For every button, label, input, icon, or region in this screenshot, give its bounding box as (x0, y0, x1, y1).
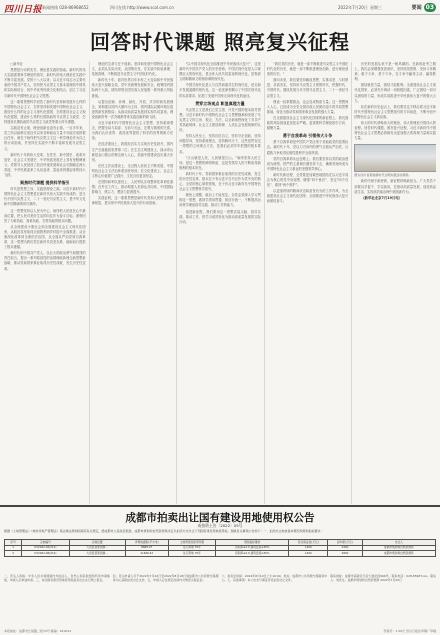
news-photo (354, 144, 436, 172)
newspaper-logo: 四川日报 (4, 5, 43, 15)
paragraph: 以更加昂扬的精神状态和奋发有为的工作作风，为全面建设社会主义现代化国家、全面推进中华民族伟大复兴而团结奋斗。 (266, 189, 349, 204)
paragraph: 新时代赋予新使命，新征程呼唤新担当。广大党员干部要以学促干、学以致用，在推动高质量发展、创造高品质生活、实现高效能治理中展现新作为。 (354, 179, 436, 194)
paragraph: “我们党的历史，就是一部不断推进马克思主义中国化时代化的历史，就是一部不断推进理论创新、进行理论创造的历史。” (266, 62, 349, 77)
issue-date: 2022年7月20日 (338, 5, 368, 10)
paragraph: 理论上清醒，政治上才能坚定。全党必须深入学习贯彻这一思想，做到学思用贯通、知信行统一，不断提高运用科学理论指导实践、推动工作的能力。 (179, 193, 261, 208)
ad-title: 成都市拍卖出让国有建设用地使用权公告 (125, 512, 315, 524)
table-header: 宗地位置 (69, 540, 125, 546)
byline: （新华社北京7月19日电） (361, 195, 403, 200)
issue-weekday: 星期三 (370, 5, 382, 10)
section-divider (0, 505, 440, 507)
table-header: 净用地面积(平方米) (125, 540, 168, 546)
subheading: 贯穿立场观点 彰显真理力量 (195, 100, 245, 106)
article-headline: 回答时代课题 照亮复兴征程 (90, 30, 350, 54)
phone-line: 新闻热线 028-86968652 (42, 5, 89, 10)
paragraph: 在经济建设上，我国经济实力实现历史性跃升，国内生产总值稳居世界第二位；在生态文明建设上，绿水青山就是金山银山的理念深入人心，美丽中国建设迈出重大步伐。 (91, 142, 174, 162)
paragraph: □新华社 (10, 62, 23, 66)
paragraph: 理论一经掌握群众，也会变成物质力量。这一思想深入人心，已经成为全党全国各族人民团结奋斗的共同思想基础，转化为推动党和国家事业发展的强大力量。 (266, 99, 349, 114)
article-column (89, 62, 174, 504)
table-row (5, 551, 436, 557)
table-cell: 1400 (289, 551, 328, 557)
ad-note: 二、竞买人资格：中华人民共和国境内外的法人、自然人和其他组织均可申请参加，申请人应单独申请。三、本次国有建设用地使用权拍卖出让实行网上报名。 (4, 574, 110, 583)
paragraph: 思想是行动的先导，理论是实践的指南。新时代的伟大实践需要科学理论的指导，新时代的伟大理论在实践中不断丰富发展。党的十八大以来，以习近平同志为主要代表的中国共产党人，坚持把马克思主义基本原理同中国具体实际相结合、同中华优秀传统文化相结合，创立了习近平新时代中国特色社会主义思想。 (4, 68, 86, 98)
footer-price: 零售价：1.50元 四川日报社印刷厂印刷 (383, 629, 436, 633)
paragraph: 面向未来，我们要坚持解放思想、实事求是、与时俱进、求真务实，坚持用马克思主义观察时代、把握时代、引领时代，继续发展当代中国马克思主义、二十一世纪马克思主义。 (266, 78, 349, 98)
paragraph: 新时代十年，面对世界百年未有之大变局和中华民族伟大复兴战略全局，党中央统筹发展和安全，统筹国内国际两个大局，团结带领全国各族人民战胜一系列重大风险挑战。 (91, 78, 174, 98)
land-table (4, 539, 436, 557)
paragraph: 团结就是力量，团结才能胜利。全面建设社会主义现代化国家，必须充分调动一切积极因素，广泛团结一切可以团结的力量，形成共同推进中华民族伟大复兴的强大合力。 (354, 83, 436, 103)
table-cell: 1 (5, 545, 22, 551)
page-footer (4, 629, 436, 633)
paragraph: 这一重要思想科学回答了新时代坚持和发展什么样的中国特色社会主义、怎样坚持和发展中国特色社会主义，建设什么样的社会主义现代化强国、怎样建设社会主义现代化强国，建设什么样的长期执政的马克思主义政党、怎样建设长期执政的马克思主义政党等重大时代课题。 (4, 99, 86, 125)
paragraph: 党的自我革命永远在路上。我们要坚持以党的政治建设为统领，把严的主基调长期坚持下去，确保党始终成为中国特色社会主义事业的坚强领导核心。 (266, 156, 349, 171)
masthead (0, 0, 440, 15)
table-cell: DY2022-06(212) (22, 551, 69, 557)
web-line: 四川在线 http://www.scol.com.cn (110, 5, 174, 10)
subheading: 聚焦时代课题 提供科学指引 (20, 180, 70, 186)
table-cell: 1200 (289, 545, 328, 551)
paragraph: 新时代十年，党和国家事业取得的历史性成就、发生的历史性变革，根本在于有习近平总书记作为党中央的核心、全党的核心掌舵领航，在于有习近平新时代中国特色社会主义思想科学指引。 (179, 171, 261, 192)
table-header: 序号 (5, 540, 22, 546)
paragraph: 坚持人民至上，坚持自信自立，坚持守正创新，坚持问题导向，坚持系统观念，坚持胸怀天下，这些是贯穿这一思想的立场观点方法，是我们必须牢牢把握的根本要求。 (179, 134, 261, 154)
paragraph: 实践证明，这一重要思想是新时代党和人民的宝贵精神财富，是实现中华民族伟大复兴的行动指南。 (91, 196, 174, 206)
article-column (4, 62, 86, 504)
paragraph: 马克思主义是我们立党立国、兴党兴国的根本指导思想。习近平新时代中国特色社会主义思想继承和发展了马克思主义的立场、观点、方法，以全新视野深化了对共产党执政规律、社会主义建设规律、人类社会发展规律的认识。 (179, 107, 261, 133)
section-label: 要闻 (411, 4, 422, 11)
article-columns (4, 62, 436, 504)
ad-note: 六、拍卖会时间：2022年8月19日上午10:00。地点：成都市公共资源交易服务中心。七、其他事项：本公告未尽事宜详见拍卖出让文件。 (221, 574, 328, 583)
subheading: 勇于自我革命 引领伟大斗争 (282, 133, 333, 139)
paragraph: 历史的发展从来不是一帆风顺的。在新的赶考之路上，我们必须增强忧患意识，坚持底线思维，发扬斗争精神，敢于斗争、善于斗争，在斗争中赢得主动、赢得胜利。 (354, 62, 436, 82)
ad-note: 四、竞买申请人可于2022年7月20日至2022年8月18日到成都市公共资源交易服务中心获取拍卖出让文件。五、申请人应在规定时间内交纳竞买保证金。 (112, 574, 219, 583)
paragraph: 理论的生命力在于创新。坚持和发展中国特色社会主义，必须从实际出发，从国情出发，在实践中检验真理、发展真理，不断推进马克思主义中国化时代化。 (91, 62, 174, 77)
paragraph: 实践没有止境，理论创新也没有止境。一百多年来，党之所以能够完成近代以来各种政治力量不可能完成的艰巨任务，就在于始终把马克思主义这一科学理论作为自己的行动指南，并坚持在实践中不断丰富和发展马克思主义。 (4, 126, 86, 151)
paragraph: 从全面建成小康社会到全面建设社会主义现代化国家，从脱贫攻坚取得全面胜利到乡村振兴全面推进，从全面深化改革到全面依法治国，从全面从严治党到自我革命，这一思想为我们党在新时代攻坚克难、砥砺前行提供了根本遵循。 (4, 224, 86, 250)
page-tag (412, 2, 436, 12)
paragraph: 站在新的历史起点上，我们要坚定不移沿着习近平新时代中国特色社会主义思想指引的方向前进，不断开创中国特色社会主义新局面。 (354, 104, 436, 119)
table-cell: 住宅用地 70年 (168, 551, 215, 557)
ad-subtitle: 成拍资土告〔2022〕05号 (197, 523, 243, 528)
paragraph: 新时代十年的伟大变革，在党史、新中国史、改革开放史、社会主义发展史、中华民族发展史上具有里程碑意义。党领导人民创造了经济快速发展和社会长期稳定两大奇迹，中华民族迎来了从站起来、富起来到强起来的伟大飞跃。 (4, 152, 86, 177)
ad-note: 联系地址：成都市高新区天府大道北段966号。联系电话：028-85987xxx。联系人：刘先生。成都市规划和自然资源局 2022年7月20日 (330, 574, 436, 583)
table-cell: 大邑县晋原街道… (69, 551, 125, 557)
photo-caption: 图为四川省某地新时代文明实践活动现场。 (354, 173, 412, 178)
table-cell: 2400 (328, 545, 362, 551)
paragraph: 奋进新征程，我们要用这一思想武装头脑、指导实践、推动工作，把学习成效转化为推动高质量发展的实际行动。 (179, 209, 261, 224)
table-cell: DY2022-05(211) (22, 545, 69, 551)
table-header: 土地用途及使用年限 (168, 540, 215, 546)
paragraph: 时代是思想之母，实践是理论之源。习近平新时代中国特色社会主义思想是在新时代伟大实践中形成的，是当代中国马克思主义、二十一世纪马克思主义，是中华文化和中国精神的时代精华。 (4, 187, 86, 207)
table-cell: 8688.27 (125, 545, 168, 551)
paragraph: “江山就是人民，人民就是江山。”始终坚持人民立场，是这一思想的鲜明特质，也是党领导人民不断取得新胜利的根本所在。 (179, 155, 261, 170)
paragraph: 勇于自我革命是中国共产党区别于其他政党的显著标志。新时代十年，党以刀刃向内的勇气全面从严治党，反腐败斗争取得压倒性胜利并全面巩固。 (266, 140, 349, 155)
article-column (351, 62, 436, 504)
paragraph: 在民主法治建设上，全过程人民民主不断发展，中国特色社会主义法治体系加快形成；在文化建设上，社会主义核心价值观广泛践行，文化自信更加坚定。 (91, 163, 174, 178)
paragraph: 中国式现代化是人与自然和谐共生的现代化，是走和平发展道路的现代化。这一论述深刻揭示了中国式现代化的本质要求，拓展了发展中国家走向现代化的途径。 (179, 83, 261, 98)
paragraph: 新时代的中国共产党人，以巨大的政治勇气和强烈的责任担当，提出一系列原创性的治国理政新理念新思想新战略，推动党和国家事业取得历史性成就、发生历史性变革。 (4, 251, 86, 271)
table-cell: 2 (5, 551, 22, 557)
paragraph: 伟大的时代呼唤伟大的理论，伟大的理论引领伟大的征程。回答时代课题，照亮复兴征程，习近平新时代中国特色社会主义思想必将焕发出更加强大的真理力量和实践力量。 (354, 121, 436, 141)
paragraph: 习近平新时代中国特色社会主义思想，坚持系统观念，把握全局与局部、当前与长远、宏观与微观的关系，为我们认识世界、改造世界提供了科学的世界观和方法论。 (91, 121, 174, 141)
table-cell: 大邑县晋原街道… (69, 545, 125, 551)
paragraph: 这一思想坚持以人民为中心，始终把人民放在心中最高位置，把人民对美好生活的向往作为奋斗目标，深刻回答了为谁执政、靠谁执政、怎样执政的根本问题。 (4, 208, 86, 223)
ad-notes (4, 574, 436, 628)
photo-block (354, 144, 436, 177)
table-header: 规划指标要求 (216, 540, 289, 546)
table-cell: 成都市规划和自然资源局 (362, 551, 435, 557)
table-cell: 容积率≤2.0 建筑密度≤30% (216, 551, 289, 557)
table-header: 竞买保证金(万元) (289, 540, 328, 546)
table-cell: 容积率≤2.0 建筑密度≤30% (216, 545, 289, 551)
paragraph: 新时代新征程，全党要更加紧密地团结在以习近平同志为核心的党中央周围，增强“四个意识”、坚定“四个自信”、做到“两个维护”。 (266, 172, 349, 188)
table-header: 宗地编号 (22, 540, 69, 546)
table-cell: 成都市规划和自然资源局 (362, 545, 435, 551)
paragraph: 在全面建设社会主义现代化国家的新征程上，我们面临的风险挑战更加复杂严峻，更需要科学理论指引方向、凝聚力量。 (266, 115, 349, 131)
table-cell: 11646.42 (125, 551, 168, 557)
table-cell: 2800 (328, 551, 362, 557)
article-column (264, 62, 349, 504)
table-header: 起叫价(万元) (328, 540, 362, 546)
article-column (176, 62, 261, 504)
footer-address: 本报地址：成都市红星路二段70号 邮编：610012 (4, 629, 72, 633)
page-number: 03 (425, 3, 434, 11)
table-cell: 住宅用地 70年 (168, 545, 215, 551)
paragraph: “以中国式现代化全面推进中华民族伟大复兴”，这是新时代中国共产党人的历史使命。中国式现代化是人口规模巨大的现代化，是全体人民共同富裕的现代化，是物质文明和精神文明相协调的现代化。 (179, 62, 261, 82)
paragraph: 从提出创新、协调、绿色、开放、共享的新发展理念，到构建以国内大循环为主体、国内国际双循环相互促进的新发展格局；从推动高质量发展到实现共同富裕，理论创新的每一次突破都带来实践创新的新飞跃。 (91, 99, 174, 119)
table-header: 出让人 (362, 540, 435, 546)
ad-intro: 根据《土地管理法》《城市房地产管理法》等法律法规和国务院有关规定，经成都市人民政府批准，成都市规划和自然资源局决定以拍卖方式出让下列国有建设用地使用权。现就有关事项公告如下：一、拍卖出让地块基本情况和规划指标要求： (4, 529, 324, 533)
paragraph: 在国防和军队建设上，人民军队实现整体性革命性重塑；在外交工作上，推动构建人类命运共同体，中国国际影响力、感召力、塑造力显著提升。 (91, 180, 174, 195)
